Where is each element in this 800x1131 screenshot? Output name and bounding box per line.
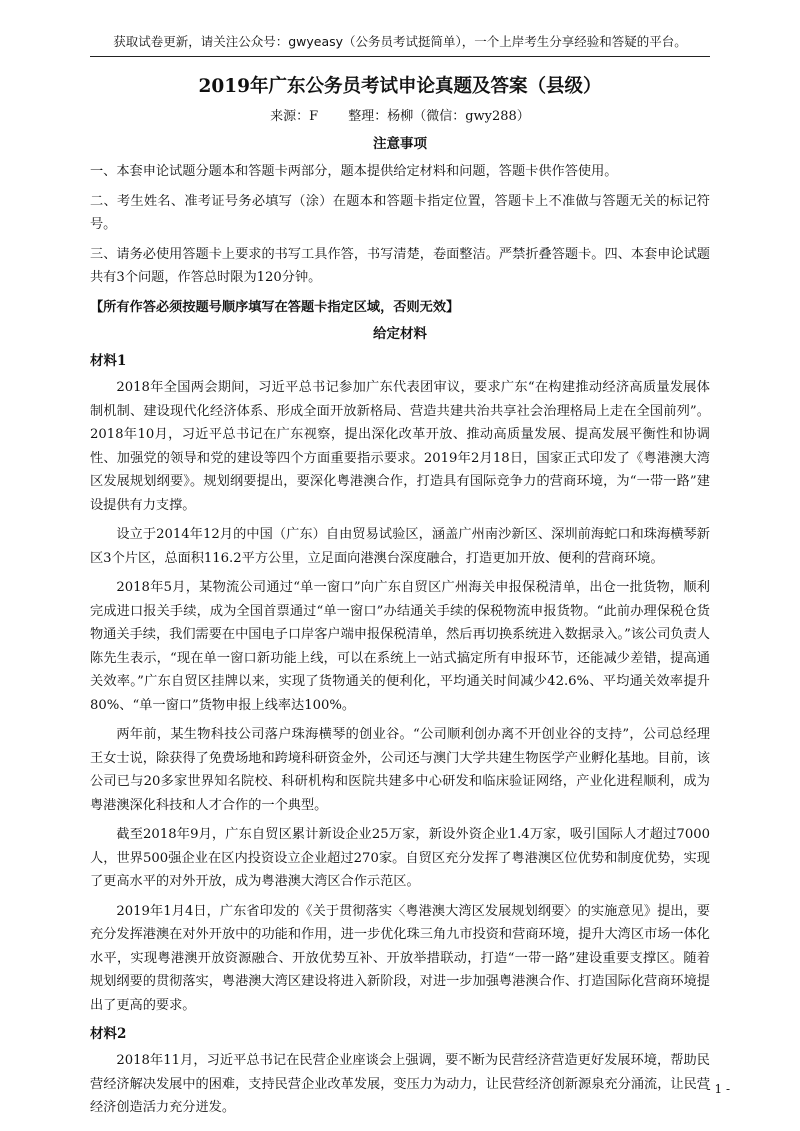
material-1-title: 材料1 [90, 353, 127, 369]
material-1-paragraph: 两年前，某生物科技公司落户珠海横琴的创业谷。“公司顺利创办离不开创业谷的支持”，公司总经理王女士说，除获得了免费场地和跨境科研资金外，公司还与澳门大学共建生物医学产业孵化基地。目前，该公司已与20多家世界知名院校、科研机构和医院共建多中心研发和临床验证网络，产业化进程顺利，成为粤港澳深化科技和人才合作的一个典型。 [90, 727, 710, 813]
document-body [90, 133, 710, 1126]
notice-item-1: 一、本套申论试题分题本和答题卡两部分，题本提供给定材料和问题，答题卡供作答使用。 [90, 164, 618, 179]
notice-item-3: 三、请务必使用答题卡上要求的书写工具作答，书写清楚，卷面整洁。严禁折叠答题卡。四、本套申论试题共有3个问题，作答总时限为120分钟。 [90, 246, 710, 285]
notice-warning: 【所有作答必须按题号顺序填写在答题卡指定区域，否则无效】 [90, 299, 460, 315]
material-1-paragraph: 2019年1月4日，广东省印发的《关于贯彻落实〈粤港澳大湾区发展规划纲要〉的实施意见》提出，要充分发挥港澳在对外开放中的功能和作用，进一步优化珠三角九市投资和营商环境，提升大湾区市场一体化水平，实现粤港澳开放资源融合、开放优势互补、开放举措联动，打造“一带一路”建设重要支撑区。随着规划纲要的贯彻落实，粤港澳大湾区建设将进入新阶段，对进一步加强粤港澳合作、打造国际化营商环境提出了更高的要求。 [90, 903, 710, 1013]
header-banner: 获取试卷更新，请关注公众号：gwyeasy（公务员考试挺简单），一个上岸考生分享经验和答疑的平台。 [113, 34, 687, 49]
page-number: - 1 - [706, 1082, 730, 1096]
material-1-paragraph: 设立于2014年12月的中国（广东）自由贸易试验区，涵盖广州南沙新区、深圳前海蛇口和珠海横琴新区3个片区，总面积116.2平方公里，立足面向港澳台深度融合，打造更加开放、便利的营商环境。 [90, 527, 710, 566]
notice-heading: 注意事项 [373, 136, 427, 152]
material-2-title: 材料2 [90, 1026, 127, 1042]
material-1-paragraph: 2018年5月，某物流公司通过“单一窗口”向广东自贸区广州海关申报保税清单，出仓一批货物，顺利完成进口报关手续，成为全国首票通过“单一窗口”办结通关手续的保税物流申报货物。“此前办理保税仓货物通关手续，我们需要在中国电子口岸客户端申报保税清单，然后再切换系统进入数据录入。”该公司负责人陈先生表示，“现在单一窗口新功能上线，可以在系统上一站式搞定所有申报环节，还能减少差错，提高通关效率。”广东自贸区挂牌以来，实现了货物通关的便利化，平均通关时间减少42.6%、平均通关效率提升80%、“单一窗口”货物申报上线率达100%。 [90, 580, 710, 713]
materials-heading: 给定材料 [373, 326, 427, 342]
material-1-paragraph: 2018年全国两会期间，习近平总书记参加广东代表团审议，要求广东“在构建推动经济高质量发展体制机制、建设现代化经济体系、形成全面开放新格局、营造共建共治共享社会治理格局上走在全国前列”。2018年10月，习近平总书记在广东视察，提出深化改革开放、推动高质量发展、提高发展平衡性和协调性、加强党的领导和党的建设等四个方面重要指示要求。2019年2月18日，国家正式印发了《粤港澳大湾区发展规划纲要》。规划纲要提出，要深化粤港澳合作，打造具有国际竞争力的营商环境，为“一带一路”建设提供有力支撑。 [90, 380, 710, 513]
notice-item-2: 二、考生姓名、准考证号务必填写（涂）在题本和答题卡指定位置，答题卡上不准做与答题无关的标记符号。 [90, 193, 710, 232]
material-2-paragraph: 2018年11月，习近平总书记在民营企业座谈会上强调，要不断为民营经济营造更好发展环境，帮助民营经济解决发展中的困难，支持民营企业改革发展，变压力为动力，让民营经济创新源泉充分涌流，让民营经济创造活力充分迸发。 [90, 1053, 710, 1115]
source-line [0, 108, 800, 126]
header-divider [90, 56, 710, 57]
source-editor: 整理：杨柳（微信：gwy288） [348, 109, 530, 124]
source-from: 来源：F [270, 109, 319, 124]
document-title: 2019年广东公务员考试申论真题及答案（县级） [198, 76, 602, 97]
material-1-paragraph: 截至2018年9月，广东自贸区累计新设企业25万家，新设外资企业1.4万家，吸引国际人才超过7000人，世界500强企业在区内投资设立企业超过270家。自贸区充分发挥了粤港澳区位优势和制度优势，实现了更高水平的对外开放，成为粤港澳大湾区合作示范区。 [90, 827, 710, 889]
